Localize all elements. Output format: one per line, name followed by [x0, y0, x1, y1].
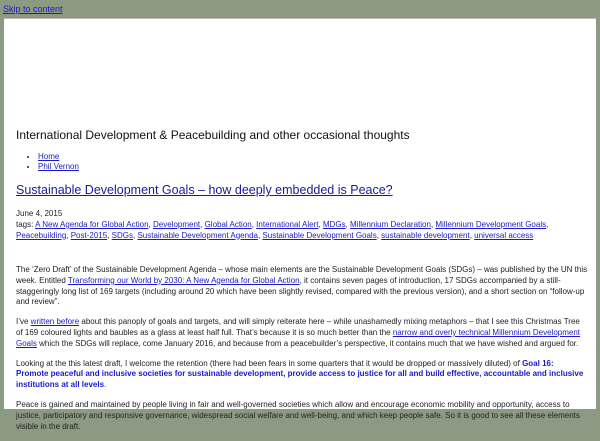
nav-item-phil-vernon — [38, 162, 79, 172]
tag-link[interactable]: Sustainable Development Agenda — [137, 230, 258, 240]
nav-link-home[interactable]: Home — [38, 152, 60, 161]
text: The ‘Zero Draft’ of the Sustainable Development Agenda – whose main elements are the Sustainable Development Goals (SDGs) – was published by the UN this week. Entitled — [16, 265, 588, 285]
tag-link[interactable]: Development — [152, 219, 201, 229]
page-container — [4, 18, 596, 431]
tag-link[interactable]: Global Action — [204, 219, 252, 229]
tag-link[interactable]: Millennium Declaration — [350, 219, 431, 229]
main-navigation — [16, 152, 79, 172]
tag-link[interactable]: Sustainable Development Goals — [262, 230, 377, 240]
tag-link[interactable]: International Alert — [256, 219, 319, 229]
tag-link[interactable]: MDGs — [322, 219, 346, 229]
goal-16-text: Goal 16: Promote peaceful and inclusive societies for sustainable development, provide access to justice for all and build effective, accountable and inclusive institutions at all levels — [16, 358, 584, 390]
skip-to-content-link[interactable]: Skip to content — [3, 4, 63, 14]
tag-link[interactable]: sustainable development — [381, 230, 470, 240]
paragraph-4: Peace is gained and maintained by people living in fair and well-governed societies which allow and encourage economic mobility and opportunity, access to justice, participatory and responsive governance, widespread social welfare and well-being, and which keep people safe. So it is good to see all these elements visible in the draft. — [16, 399, 580, 431]
post-tags: tags: A New Agenda for Global Action, Development, Global Action, International Alert, MDGs, Millennium Declaration, Millennium Development Goals, Peacebuilding, Post-2015, SDGs, Sustainable Development Agenda, Sustainable Development Goals, sustainable development, universal access — [16, 219, 549, 240]
nav-link-phil-vernon[interactable]: Phil Vernon — [38, 162, 79, 171]
text: Looking at the this latest draft, I welcome the retention (there had been fears in some quarters that it would be dropped or massively diluted) of — [16, 358, 523, 368]
tag-link[interactable]: Post-2015 — [70, 230, 108, 240]
tag-link[interactable]: SDGs — [111, 230, 133, 240]
post-date: June 4, 2015 — [16, 209, 63, 218]
site-title: International Development & Peacebuilding and other occasional thoughts — [16, 128, 410, 142]
post-meta — [16, 209, 588, 241]
paragraph-3 — [16, 359, 588, 391]
paragraph-2 — [16, 317, 588, 349]
nav-item-home — [38, 152, 79, 162]
tag-link[interactable]: Millennium Development Goals — [435, 219, 547, 229]
text: about this panoply of goals and targets, and will simply reiterate here – while unashamedly mixing metaphors – that I see this Christmas Tree of 169 coloured lights and baubles as a glass at least half full. That’s because it is so much better than the — [16, 317, 580, 337]
post-title-link[interactable]: Sustainable Development Goals – how deeply embedded is Peace? — [16, 183, 393, 197]
tag-link[interactable]: A New Agenda for Global Action — [35, 219, 149, 229]
tags-label: tags: — [16, 219, 34, 229]
text: which the SDGs will replace, come January 2016, and because from a peacebuilder’s perspective, it contains much that we have wished and argued for. — [36, 338, 579, 348]
text: . — [104, 380, 107, 390]
paragraph-1 — [16, 265, 588, 308]
post-title — [16, 182, 393, 199]
tag-link[interactable]: Peacebuilding — [16, 230, 67, 240]
text: I’ve — [16, 317, 31, 327]
mdg-link[interactable]: narrow and overly technical Millennium Development Goals — [16, 327, 581, 348]
post-content — [16, 265, 588, 441]
agenda-link[interactable]: Transforming our World by 2030: A New Agenda for Global Action — [67, 275, 300, 285]
tag-link[interactable]: universal access — [474, 230, 534, 240]
written-before-link[interactable]: written before — [30, 317, 80, 327]
text: , it contains seven pages of introduction, 17 SDGs accompanied by a still-staggeringly long list of 169 targets (including around 20 which have been slightly revised, compared with the previous version), and a short section on “follow-up and review”. — [16, 275, 585, 307]
